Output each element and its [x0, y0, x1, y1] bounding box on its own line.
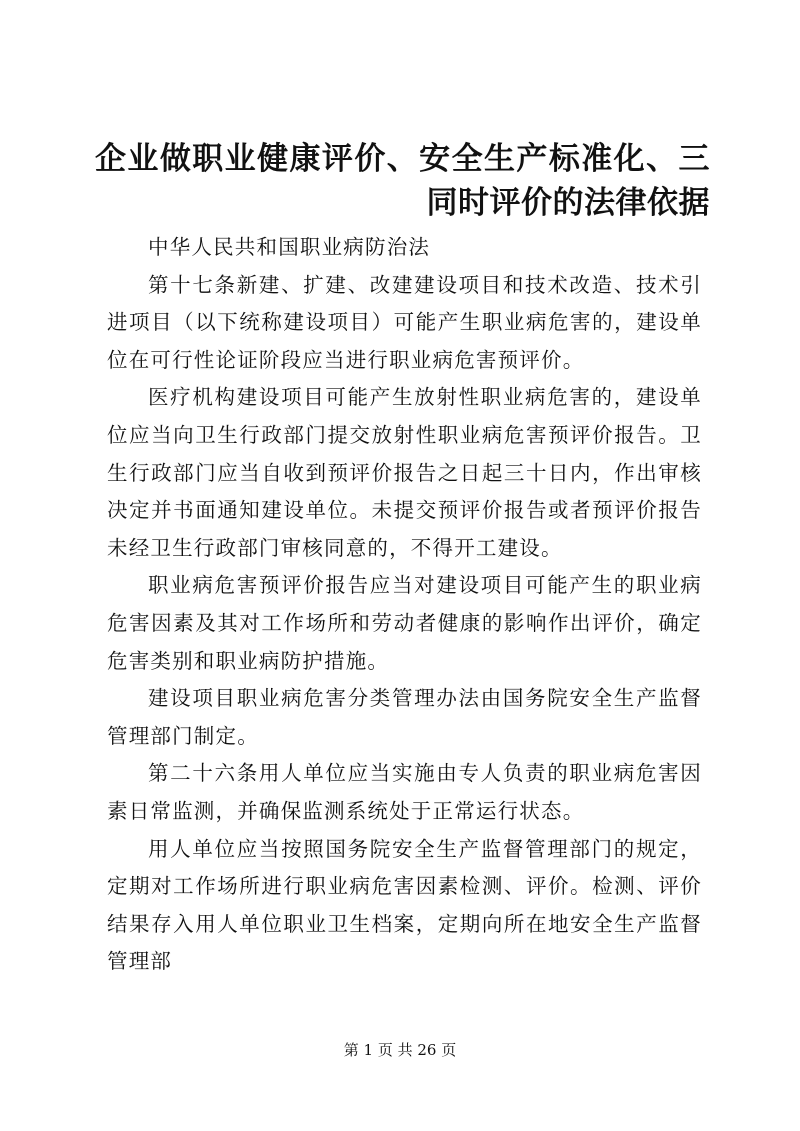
paragraph-pre-evaluation-report: 职业病危害预评价报告应当对建设项目可能产生的职业病危害因素及其对工作场所和劳动者健康的影响作出评价，确定危害类别和职业病防护措施。 [107, 573, 702, 673]
paragraph-periodic-testing: 用人单位应当按照国务院安全生产监督管理部门的规定，定期对工作场所进行职业病危害因素检测、评价。检测、评价结果存入用人单位职业卫生档案，定期向所在地安全生产监督管理部 [107, 836, 702, 974]
paragraph-medical-institutions: 医疗机构建设项目可能产生放射性职业病危害的，建设单位应当向卫生行政部门提交放射性职业病危害预评价报告。卫生行政部门应当自收到预评价报告之日起三十日内，作出审核决定并书面通知建设单位。未提交预评价报告或者预评价报告未经卫生行政部门审核同意的，不得开工建设。 [107, 385, 702, 560]
document-title: 企业做职业健康评价、安全生产标准化、三同时评价的法律依据 [95, 141, 710, 221]
paragraph-law-name: 中华人民共和国职业病防治法 [148, 235, 431, 259]
paragraph-classification-measures: 建设项目职业病危害分类管理办法由国务院安全生产监督管理部门制定。 [107, 686, 702, 748]
document-body [107, 229, 702, 981]
paragraph-article-26: 第二十六条用人单位应当实施由专人负责的职业病危害因素日常监测，并确保监测系统处于正常运行状态。 [107, 761, 702, 823]
page-number: 第 1 页 共 26 页 [343, 1041, 457, 1059]
paragraph-article-17: 第十七条新建、扩建、改建建设项目和技术改造、技术引进项目（以下统称建设项目）可能产生职业病危害的，建设单位在可行性论证阶段应当进行职业病危害预评价。 [107, 272, 702, 372]
